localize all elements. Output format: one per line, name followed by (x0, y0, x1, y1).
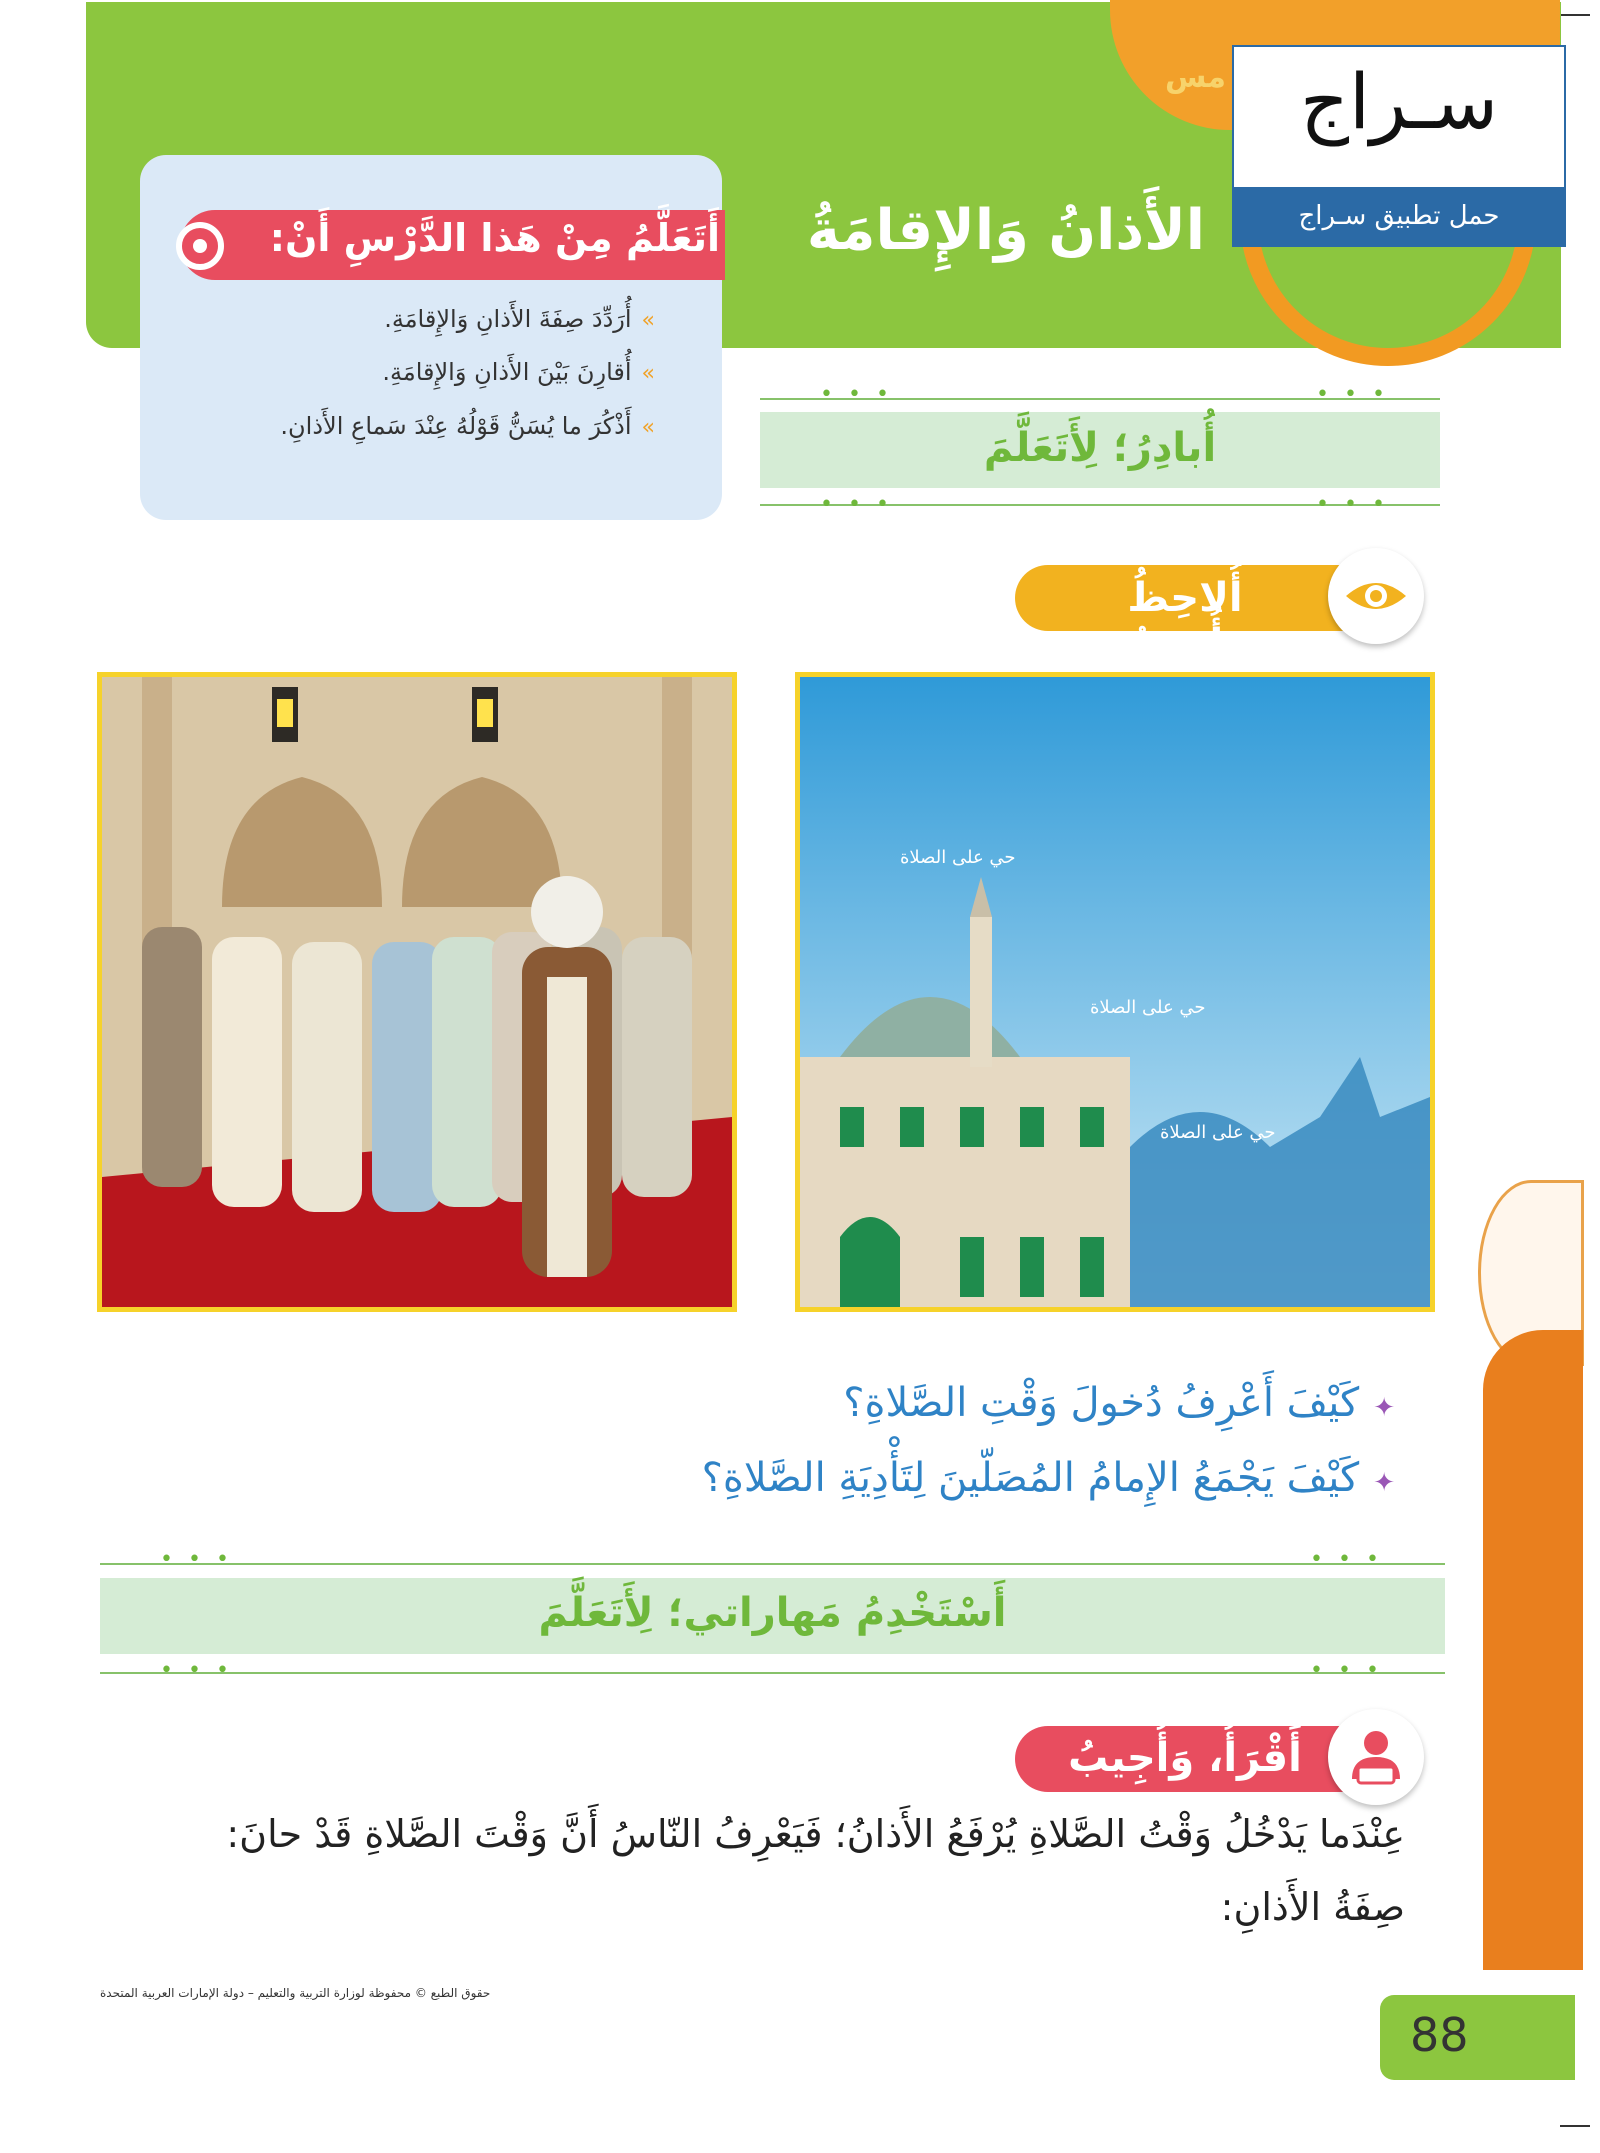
divider-dots: • • • (1316, 492, 1389, 517)
read-badge (1328, 1709, 1424, 1805)
prayer-illustration (97, 672, 737, 1312)
divider-line (100, 1672, 1445, 1674)
side-orange-band (1483, 1330, 1583, 1970)
reader-icon (1328, 1709, 1424, 1805)
question-item: ✦كَيْفَ يَجْمَعُ الإِمامُ المُصَلّينَ لِتَأْدِيَةِ الصَّلاةِ؟ (701, 1455, 1395, 1501)
logo-name: سـراج (1299, 57, 1499, 146)
call-caption: حي على الصلاة (1160, 1122, 1276, 1143)
objective-item: »أُقارِنَ بَيْنَ الأَذانِ وَالإِقامَةِ. (382, 358, 655, 386)
divider-dots: • • • (820, 492, 893, 517)
diamond-bullet-icon: ✦ (1373, 1468, 1395, 1498)
arrow-bullet-icon: » (641, 308, 655, 333)
logo-tagline: حمل تطبيق سـراج (1234, 187, 1564, 245)
divider-dots: • • • (820, 382, 893, 407)
eye-icon (1328, 548, 1424, 644)
arrow-bullet-icon: » (641, 361, 655, 386)
mosque-illustration (795, 672, 1435, 1312)
observe-label: أُلاحِظُ وَأُجِيبُ (1121, 575, 1249, 667)
lesson-label: مس (1165, 60, 1226, 95)
divider-dots: • • • (1316, 382, 1389, 407)
siraj-logo[interactable] (1232, 45, 1566, 247)
divider-dots: • • • (160, 1658, 233, 1683)
page-title: الأَذانُ وَالإِقامَةُ (806, 198, 1205, 263)
mosque-scene (800, 677, 1430, 1307)
objective-item: »أَذْكُرَ ما يُسَنُّ قَوْلُهُ عِنْدَ سَماعِ الأَذانِ. (280, 412, 655, 440)
divider-dots: • • • (160, 1547, 233, 1572)
section-title: أَسْتَخْدِمُ مَهاراتي؛ لِأَتَعَلَّمَ (538, 1590, 1007, 1636)
call-caption: حي على الصلاة (1090, 997, 1206, 1018)
copyright-footer: حقوق الطبع © محفوظة لوزارة التربية والتعليم – دولة الإمارات العربية المتحدة (100, 1986, 491, 2000)
read-label: أَقْرَأُ، وَأُجِيبُ (1068, 1735, 1302, 1781)
divider-dots: • • • (1310, 1547, 1383, 1572)
body-paragraph: عِنْدَما يَدْخُلُ وَقْتُ الصَّلاةِ يُرْفَعُ الأَذانُ؛ فَيَعْرِفُ النّاسُ أَنَّ وَقْتَ الصَّلاةِ قَدْ حانَ: (226, 1812, 1405, 1856)
crop-mark (1560, 2125, 1590, 2127)
crop-mark (1560, 14, 1590, 16)
objective-item: »أُرَدِّدَ صِفَةَ الأَذانِ وَالإِقامَةِ. (384, 305, 655, 333)
question-item: ✦كَيْفَ أَعْرِفُ دُخولَ وَقْتِ الصَّلاةِ؟ (843, 1380, 1395, 1426)
arrow-bullet-icon: » (641, 415, 655, 440)
divider-line (100, 1563, 1445, 1565)
page-number: 88 (1410, 2008, 1469, 2062)
divider-dots: • • • (1310, 1658, 1383, 1683)
call-caption: حي على الصلاة (900, 847, 1016, 868)
section-title: أُبادِرُ؛ لِأَتَعَلَّمَ (983, 425, 1217, 471)
prayer-scene (102, 677, 732, 1307)
spiral-icon-center (193, 239, 207, 253)
objectives-heading: أَتَعَلَّمُ مِنْ هَذا الدَّرْسِ أَنْ: (269, 216, 720, 260)
diamond-bullet-icon: ✦ (1373, 1393, 1395, 1423)
body-subheading: صِفَةُ الأَذانِ: (1220, 1885, 1405, 1929)
observe-badge (1328, 548, 1424, 644)
